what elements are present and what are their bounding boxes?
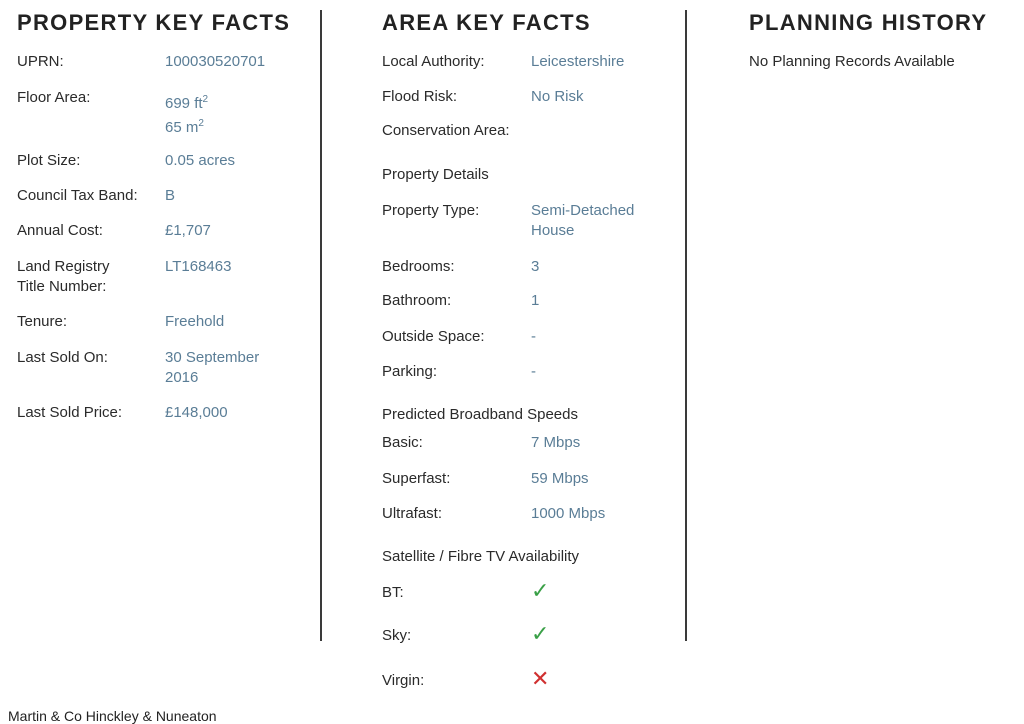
- council-tax-label: Council Tax Band:: [17, 187, 138, 204]
- last-sold-on-value-line1: 30 September: [165, 349, 260, 366]
- parking-value: -: [531, 363, 536, 380]
- plot-size-value: 0.05 acres: [165, 152, 236, 169]
- outside-space-label: Outside Space:: [382, 328, 485, 345]
- annual-cost-value: £1,707: [165, 222, 211, 239]
- property-type-value-line1: Semi-Detached: [531, 202, 635, 219]
- planning-history-title: PLANNING HISTORY: [749, 10, 988, 35]
- floor-area-label: Floor Area:: [17, 89, 91, 106]
- superfast-label: Superfast:: [382, 470, 451, 487]
- virgin-label: Virgin:: [382, 672, 425, 689]
- property-details-heading: Property Details: [382, 166, 489, 183]
- bedrooms-value: 3: [531, 258, 540, 275]
- planning-history-text: No Planning Records Available: [749, 53, 955, 70]
- ultrafast-value: 1000 Mbps: [531, 505, 606, 522]
- broadband-heading: Predicted Broadband Speeds: [382, 406, 578, 423]
- area-key-facts-title: AREA KEY FACTS: [382, 10, 591, 35]
- tenure-value: Freehold: [165, 313, 225, 330]
- ultrafast-label: Ultrafast:: [382, 505, 443, 522]
- council-tax-value: B: [165, 187, 176, 204]
- footer-agent-name: Martin & Co Hinckley & Nuneaton: [8, 708, 217, 724]
- uprn-label: UPRN:: [17, 53, 64, 70]
- bedrooms-label: Bedrooms:: [382, 258, 455, 275]
- bathroom-value: 1: [531, 292, 540, 309]
- outside-space-value: -: [531, 328, 536, 345]
- tenure-label: Tenure:: [17, 313, 68, 330]
- column-divider-1: [320, 10, 322, 641]
- bt-label: BT:: [382, 584, 404, 601]
- land-registry-label-line2: Title Number:: [17, 278, 107, 295]
- last-sold-on-label: Last Sold On:: [17, 349, 108, 366]
- property-type-value-line2: House: [531, 222, 575, 239]
- check-icon: ✓: [531, 578, 550, 603]
- uprn-value: 100030520701: [165, 53, 266, 70]
- cross-icon: ✕: [531, 666, 550, 691]
- annual-cost-label: Annual Cost:: [17, 222, 103, 239]
- last-sold-on-value-line2: 2016: [165, 369, 199, 386]
- last-sold-price-value: £148,000: [165, 404, 228, 421]
- land-registry-label-line1: Land Registry: [17, 258, 110, 275]
- plot-size-label: Plot Size:: [17, 152, 81, 169]
- last-sold-price-label: Last Sold Price:: [17, 404, 123, 421]
- superfast-value: 59 Mbps: [531, 470, 589, 487]
- column-divider-2: [685, 10, 687, 641]
- tv-availability-heading: Satellite / Fibre TV Availability: [382, 548, 580, 565]
- local-authority-value: Leicestershire: [531, 53, 625, 70]
- land-registry-value: LT168463: [165, 258, 232, 275]
- bathroom-label: Bathroom:: [382, 292, 452, 309]
- flood-risk-label: Flood Risk:: [382, 88, 458, 105]
- local-authority-label: Local Authority:: [382, 53, 485, 70]
- check-icon: ✓: [531, 621, 550, 646]
- basic-value: 7 Mbps: [531, 434, 581, 451]
- basic-label: Basic:: [382, 434, 423, 451]
- floor-area-m-value: 65 $m^2$: [165, 118, 204, 136]
- property-key-facts-title: PROPERTY KEY FACTS: [17, 10, 291, 35]
- flood-risk-value: No Risk: [531, 88, 584, 105]
- property-type-label: Property Type:: [382, 202, 480, 219]
- conservation-area-label: Conservation Area:: [382, 122, 510, 139]
- floor-area-ft-value: 699 $ft^2$: [165, 94, 209, 112]
- parking-label: Parking:: [382, 363, 438, 380]
- sky-label: Sky:: [382, 627, 412, 644]
